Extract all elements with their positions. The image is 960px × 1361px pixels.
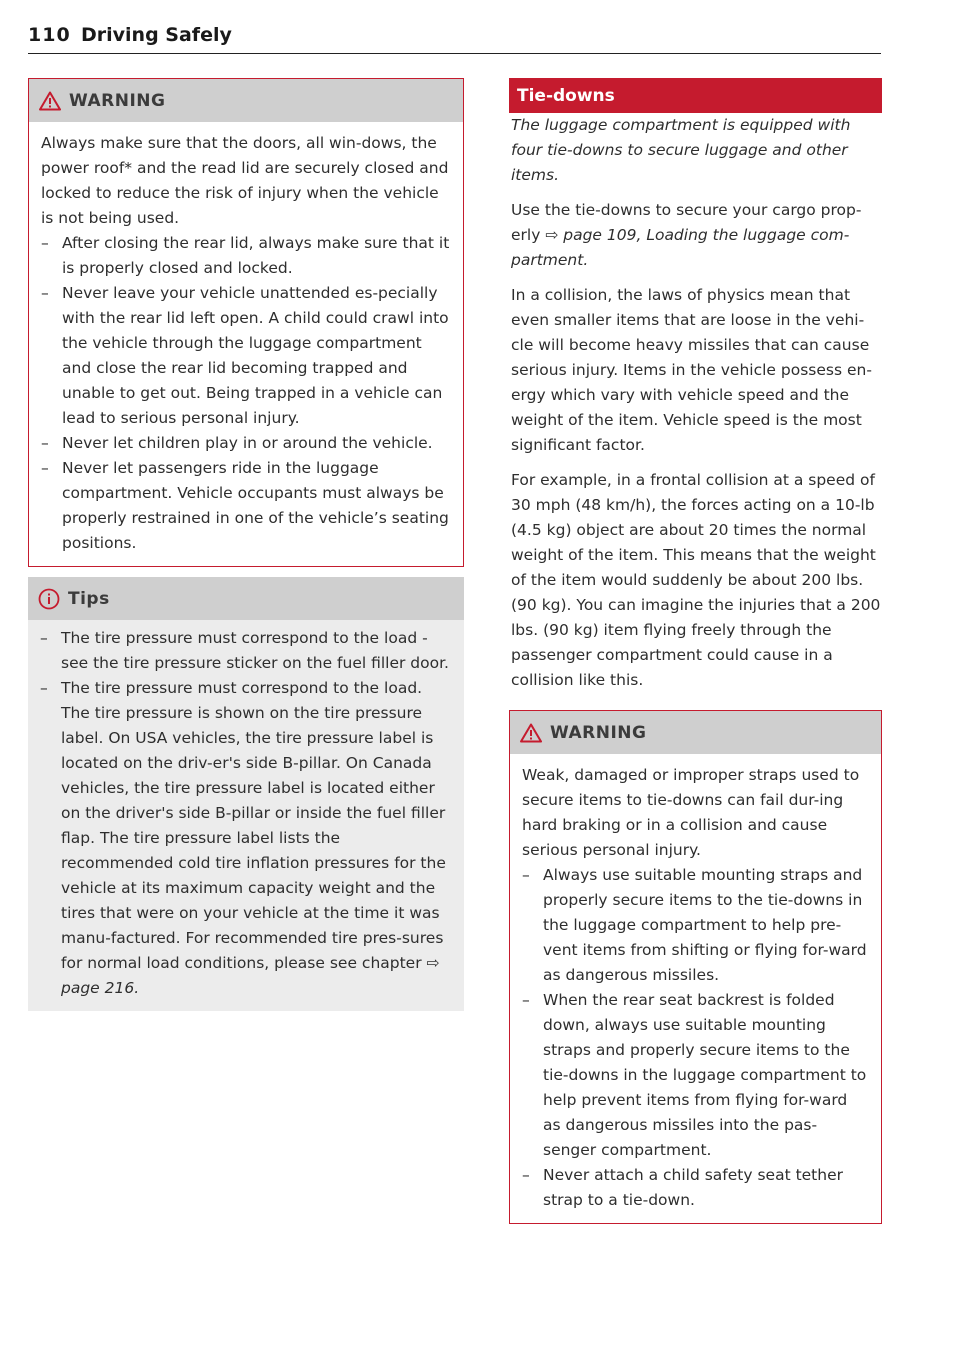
warning-intro: Always make sure that the doors, all win-dows, the power roof* and the read lid are securely closed and locked to reduce the risk of injury when the vehicle is not being used. <box>41 134 449 227</box>
tie-downs-paragraph: For example, in a frontal collision at a speed of 30 mph (48 km/h), the forces acting on a 10-lb (4.5 kg) object are about 20 times the normal weight of the item. This means that the weight of the item would suddenly be about 200 lbs. (90 kg). You can imagine the injuries that a 200 lbs. (90 kg) item flying freely through the passenger compartment could cause in a collision like this. <box>511 471 881 689</box>
list-item: – Never attach a child safety seat tether strap to a tie-down. <box>522 1163 869 1213</box>
tips-list <box>40 626 452 1001</box>
warning-triangle-icon <box>39 91 61 111</box>
tie-downs-content <box>509 113 882 693</box>
warning-label: WARNING <box>550 722 647 743</box>
page-reference-link[interactable]: ⇨ page 109, Loading the luggage com-partment. <box>511 226 850 269</box>
tie-downs-intro: The luggage compartment is equipped with four tie-downs to secure luggage and other items. <box>511 116 851 184</box>
info-icon <box>38 588 60 610</box>
page-reference-link[interactable]: ⇨ page 216. <box>61 954 440 997</box>
tips-label: Tips <box>68 588 110 609</box>
tips-box <box>28 577 464 1011</box>
warning-box-header <box>510 711 881 754</box>
warning-label: WARNING <box>69 90 166 111</box>
paragraph-text: Use the tie-downs to secure your cargo prop-erly <box>511 201 862 244</box>
warning-box-body <box>29 122 463 566</box>
warning-list <box>41 231 451 556</box>
warning-triangle-icon <box>520 723 542 743</box>
tips-header <box>28 577 464 620</box>
warning-box-body <box>510 754 881 1223</box>
list-item: – Always use suitable mounting straps and properly secure items to the tie-downs in the luggage compartment to help pre-vent items from shifting or flying for-ward as dangerous missiles. <box>522 863 869 988</box>
left-column <box>28 78 464 1011</box>
tie-downs-paragraph <box>511 198 882 273</box>
warning-list <box>522 863 869 1213</box>
list-item: – The tire pressure must correspond to the load - see the tire pressure sticker on the fuel filler door. <box>40 626 452 676</box>
section-title: Driving Safely <box>81 24 232 46</box>
tips-body <box>28 620 464 1011</box>
list-item: – Never let passengers ride in the luggage compartment. Vehicle occupants must always be properly restrained in one of the vehicle’s seating positions. <box>41 456 451 556</box>
right-column <box>509 78 882 1224</box>
list-item: – When the rear seat backrest is folded down, always use suitable mounting straps and properly secure items to the tie-downs in the luggage compartment to help prevent items from flying for-ward as dangerous missiles into the pas-senger compartment. <box>522 988 869 1163</box>
list-item <box>40 676 452 1001</box>
page-number: 110 <box>28 24 71 46</box>
warning-box-header <box>29 79 463 122</box>
warning-intro: Weak, damaged or improper straps used to secure items to tie-downs can fail dur-ing hard braking or in a collision and cause serious personal injury. <box>522 766 860 859</box>
list-item: – After closing the rear lid, always make sure that it is properly closed and locked. <box>41 231 451 281</box>
tie-downs-title: Tie-downs <box>517 85 615 106</box>
page-header <box>28 22 881 54</box>
warning-box-doors <box>28 78 464 567</box>
tie-downs-paragraph: In a collision, the laws of physics mean that even smaller items that are loose in the vehi-cle will become heavy missiles that can cause serious injury. Items in the vehicle possess en-ergy which vary with vehicle speed and the weight of the item. Vehicle speed is the most significant factor. <box>511 286 872 454</box>
tips-text: The tire pressure must correspond to the load. The tire pressure is shown on the tire pressure label. On USA vehicles, the tire pressure label is located on the driv-er's side B-pillar. On Canada vehicles, the tire pressure label is located either on the driver's side B-pillar or inside the fuel filler flap. The tire pressure label lists the recommended cold tire inflation pressures for the vehicle at its maximum capacity weight and the tires that were on your vehicle at the time it was manu-factured. For recommended tire pres-sures for normal load conditions, please see chapter <box>61 679 446 972</box>
list-item: – Never leave your vehicle unattended es-pecially with the rear lid left open. A child could crawl into the vehicle through the luggage compartment and close the rear lid becoming trapped and unable to get out. Being trapped in a vehicle can lead to serious personal injury. <box>41 281 451 431</box>
list-item: – Never let children play in or around the vehicle. <box>41 431 451 456</box>
tie-downs-heading <box>509 78 882 113</box>
warning-box-straps <box>509 710 882 1224</box>
